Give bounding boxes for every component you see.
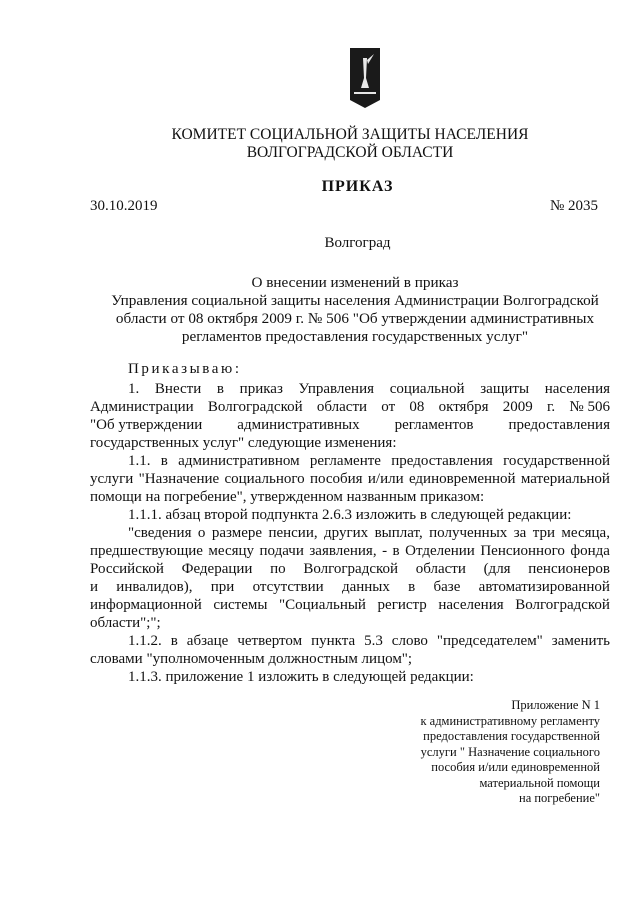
order-word: Приказываю: (128, 361, 242, 377)
word: населения (438, 597, 504, 613)
document-type: ПРИКАЗ (321, 178, 394, 195)
p2-line3: помощи на погребение", утвержденном названным приказом: (90, 489, 485, 505)
word: полученных (429, 525, 508, 541)
word: системы (213, 597, 268, 613)
word: Внести (154, 381, 202, 397)
word: абзаце (186, 633, 229, 649)
word: 5.3 (364, 633, 383, 649)
word: - (382, 543, 388, 559)
word: Федерации (181, 561, 253, 577)
word: предшествующие (90, 543, 203, 559)
word: Пенсионного (480, 543, 565, 559)
word: административных (237, 417, 360, 433)
p1-line4: государственных услуг" следующие изменения: (90, 435, 397, 451)
org-name-line1: КОМИТЕТ СОЦИАЛЬНОЙ ЗАЩИТЫ НАСЕЛЕНИЯ (171, 126, 529, 143)
word: Волгоградской (515, 597, 610, 613)
subject-line1: О внесении изменений в приказ (251, 274, 459, 291)
word: административном (178, 453, 300, 469)
word: о (197, 525, 206, 541)
appendix-line: материальной помощи (479, 775, 600, 790)
appendix-block (370, 698, 600, 807)
word: "Социальный (279, 597, 366, 613)
document-city: Волгоград (324, 235, 391, 251)
word: четвертом (237, 633, 303, 649)
word: социальной (389, 381, 465, 397)
appendix-line: пособия и/или единовременной (431, 760, 600, 774)
word: размере (211, 525, 263, 541)
p1-line2 (90, 398, 610, 416)
word: три (532, 525, 555, 541)
p4-line2: словами "уполномоченным должностным лицом"; (90, 651, 413, 667)
word: информационной (90, 597, 202, 613)
word: в (160, 453, 168, 469)
document-number: № 2035 (549, 198, 598, 214)
word: регистр (377, 597, 427, 613)
word: защиты (480, 381, 530, 397)
appendix-line: на погребение" (519, 791, 600, 805)
subject-line2: Управления социальной защиты населения Администрации Волгоградской (111, 292, 599, 309)
quote-line6: области";"; (90, 615, 161, 631)
p5-line: 1.1.3. приложение 1 изложить в следующей редакции: (128, 669, 474, 685)
word: № 506 (569, 399, 610, 415)
word: заявления, (309, 543, 377, 559)
quote-line3 (90, 560, 610, 578)
word: (для (483, 561, 511, 577)
word: инвалидов), (116, 579, 193, 595)
word: Волгоградской (303, 561, 399, 577)
appendix-line: к административному регламенту (420, 713, 600, 728)
word: базе (433, 579, 461, 595)
appendix-line: Приложение N 1 (511, 698, 600, 712)
word: и/или (367, 471, 404, 487)
word: за (513, 525, 527, 541)
word: автоматизированной (478, 579, 610, 595)
word: населения (544, 381, 610, 397)
word: социального (224, 471, 305, 487)
word: 1.1. (128, 453, 151, 469)
word: услуги (90, 471, 134, 487)
word: по (270, 561, 286, 577)
word: области (415, 561, 466, 577)
word: предоставления (391, 453, 493, 469)
word: регламентов (394, 417, 474, 433)
coat-of-arms-emblem (350, 48, 380, 108)
p2-line1 (128, 452, 610, 470)
word: пенсионеров (528, 561, 610, 577)
word: фонда (570, 543, 610, 559)
word: месяцу (208, 543, 255, 559)
word: подачи (259, 543, 304, 559)
word: 2009 (502, 399, 533, 415)
word: Российской (90, 561, 164, 577)
word: 1.1.2. (128, 633, 162, 649)
word: области (316, 399, 368, 415)
word: слово (391, 633, 428, 649)
appendix-line: услуги " Назначение социального (420, 744, 600, 759)
word: и (90, 579, 99, 595)
p3-line: 1.1.1. абзац второй подпункта 2.6.3 изложить в следующей редакции: (128, 507, 572, 523)
word: Администрации (90, 399, 194, 415)
word: пенсии, (268, 525, 318, 541)
appendix-line: предоставления государственной (423, 729, 600, 743)
word: отсутствии (252, 579, 324, 595)
word: месяца, (561, 525, 610, 541)
quote-line4 (90, 578, 610, 596)
word: единовременной (408, 471, 516, 487)
word: октября (438, 399, 489, 415)
word: Волгоградской (207, 399, 303, 415)
word: "сведения (128, 525, 192, 541)
p1-line3 (90, 416, 610, 434)
word: при (210, 579, 235, 595)
word: в (216, 381, 224, 397)
word: "председателем" (436, 633, 543, 649)
p4-line1 (128, 632, 610, 650)
word: выплат, (374, 525, 423, 541)
word: в (170, 633, 178, 649)
word: Управления (298, 381, 375, 397)
word: регламенте (309, 453, 381, 469)
word: г. (546, 399, 556, 415)
word: Отделении (405, 543, 475, 559)
quote-line2 (90, 542, 610, 560)
quote-line1 (128, 524, 610, 542)
word: 08 (409, 399, 425, 415)
word: других (324, 525, 369, 541)
word: в (392, 543, 400, 559)
word: заменить (551, 633, 610, 649)
word: "Назначение (138, 471, 220, 487)
word: 1. (128, 381, 140, 397)
document-date: 30.10.2019 (90, 198, 158, 214)
word: "Об утверждении (90, 417, 203, 433)
word: предоставления (508, 417, 610, 433)
subject-line3: области от 08 октября 2009 г. № 506 "Об утверждении административных (115, 310, 595, 327)
word: от (381, 399, 396, 415)
p2-line2 (90, 470, 610, 488)
quote-line5 (90, 596, 610, 614)
word: государственной (503, 453, 610, 469)
word: данных (341, 579, 390, 595)
subject-line4: регламентов предоставления государственных услуг" (181, 328, 529, 345)
word: пособия (309, 471, 363, 487)
word: в (408, 579, 416, 595)
word: приказ (239, 381, 283, 397)
word: пункта (311, 633, 356, 649)
word: материальной (520, 471, 610, 487)
p1-line1 (128, 380, 610, 398)
org-name-line2: ВОЛГОГРАДСКОЙ ОБЛАСТИ (246, 144, 454, 161)
